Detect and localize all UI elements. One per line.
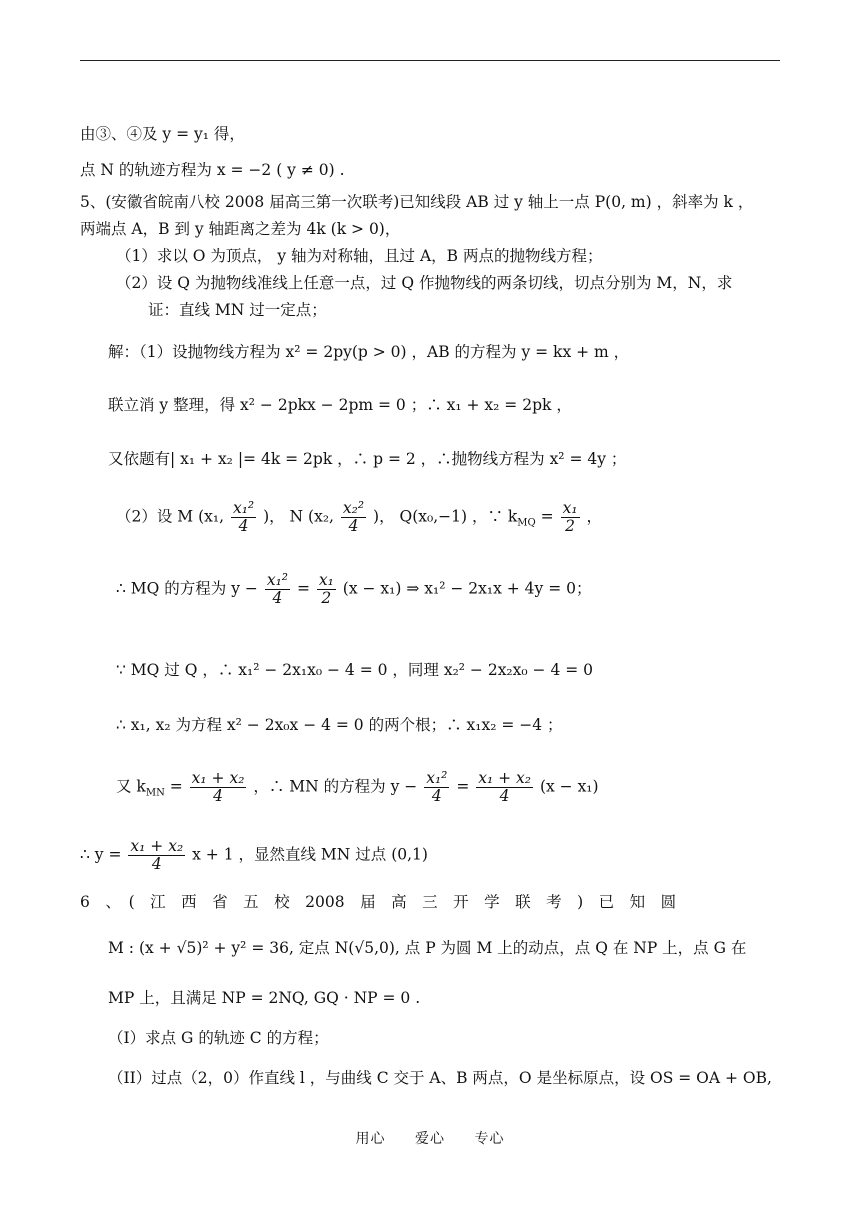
denominator: 4 <box>128 855 185 873</box>
fraction <box>128 838 185 873</box>
header-rule <box>80 60 780 61</box>
s5-end: (x − x₁) ⇒ x₁² − 2x₁x + 4y = 0； <box>342 579 592 598</box>
fraction <box>265 572 290 607</box>
numerator: x₁² <box>266 571 289 589</box>
numerator: x₁ + x₂ <box>191 769 245 787</box>
s5-prefix: ∴ MQ 的方程为 y − <box>116 579 258 598</box>
problem-5-question-1: （1）求以 O 为顶点， y 轴为对称轴，且过 A，B 两点的抛物线方程； <box>116 247 603 265</box>
problem-5-question-2a: （2）设 Q 为抛物线准线上任意一点，过 Q 作抛物线的两条切线，切点分别为 M，N，求 <box>116 274 733 292</box>
numerator: x₂² <box>342 499 365 517</box>
equals: = <box>456 777 475 796</box>
s4-middle-1: )， N (x₂, <box>263 507 334 526</box>
problem-6-stem-3: MP 上，且满足 NP = 2NQ, GQ · NP = 0 . <box>108 989 421 1007</box>
solution-line-2: 联立消 y 整理，得 x² − 2pkx − 2pm = 0 ；∴ x₁ + x₂ = 2pk ， <box>108 396 572 414</box>
solution-line-3: 又依题有| x₁ + x₂ |= 4k = 2pk ，∴ p = 2 ，∴抛物线方程为 x² = 4y ； <box>108 450 627 468</box>
denominator: 4 <box>265 589 290 607</box>
s8-end: (x − x₁) <box>539 777 599 796</box>
subscript: MN <box>145 787 165 799</box>
solution-line-4 <box>116 500 602 535</box>
s4-prefix: （2）设 M (x₁, <box>116 507 225 526</box>
solution-line-7: ∴ x₁, x₂ 为方程 x² − 2x₀x − 4 = 0 的两个根；∴ x₁x₂ = −4 ； <box>116 716 563 734</box>
s9-prefix: ∴ y = <box>80 845 122 864</box>
subscript: MQ <box>517 517 536 529</box>
problem-6-question-1: （I）求点 G 的轨迹 C 的方程； <box>108 1029 329 1047</box>
denominator: 4 <box>341 517 366 535</box>
s9-end: x + 1 ，显然直线 MN 过点 (0,1) <box>192 845 428 864</box>
s8-middle: ，∴ MN 的方程为 y − <box>253 777 418 796</box>
denominator: 4 <box>231 517 256 535</box>
fraction <box>424 770 449 805</box>
equals: = <box>164 777 188 796</box>
problem-5-question-2b: 证：直线 MN 过一定点； <box>148 301 327 319</box>
equals: = <box>296 579 315 598</box>
footer-text-1: 用心 <box>355 1131 386 1147</box>
solution-line-6: ∵ MQ 过 Q ，∴ x₁² − 2x₁x₀ − 4 = 0 ，同理 x₂² − 2x₂x₀ − 4 = 0 <box>116 661 594 679</box>
footer-text-3: 专心 <box>474 1131 505 1147</box>
numerator: x₁ <box>562 499 578 517</box>
solution-line-8 <box>116 770 599 805</box>
numerator: x₁ <box>318 571 334 589</box>
denominator: 2 <box>317 589 336 607</box>
numerator: x₁ + x₂ <box>478 769 531 787</box>
fraction <box>561 500 580 535</box>
fraction <box>231 500 256 535</box>
s4-end: ， <box>586 507 602 526</box>
s8-prefix: 又 k <box>116 777 146 796</box>
denominator: 4 <box>190 787 247 805</box>
equals: = <box>535 507 559 526</box>
denominator: 4 <box>424 787 449 805</box>
fraction <box>190 770 247 805</box>
numerator: x₁ + x₂ <box>130 837 184 855</box>
solution-line-1: 解：（1）设抛物线方程为 x² = 2py(p > 0) ，AB 的方程为 y = kx + m ， <box>108 343 630 361</box>
fraction <box>476 770 533 805</box>
denominator: 2 <box>561 517 580 535</box>
text-line-2: 点 N 的轨迹方程为 x = −2 ( y ≠ 0) . <box>80 161 345 179</box>
problem-6-question-2: （II）过点（2，0）作直线 l ，与曲线 C 交于 A、B 两点，O 是坐标原点，设 OS = OA + OB, <box>108 1069 772 1087</box>
fraction <box>317 572 336 607</box>
fraction <box>341 500 366 535</box>
s4-middle-2: )， Q(x₀,−1) ，∵ k <box>373 507 518 526</box>
text-line-1: 由③、④及 y = y₁ 得， <box>80 125 245 143</box>
denominator: 4 <box>476 787 533 805</box>
problem-6-stem-2: M : (x + √5)² + y² = 36, 定点 N(√5,0), 点 P 为圆 M 上的动点，点 Q 在 NP 上，点 G 在 <box>108 939 747 957</box>
problem-5-stem-1: 5、(安徽省皖南八校 2008 届高三第一次联考)已知线段 AB 过 y 轴上一点 P(0, m) ，斜率为 k ， <box>80 193 754 211</box>
page-footer <box>0 1128 860 1148</box>
problem-5-stem-2: 两端点 A，B 到 y 轴距离之差为 4k (k > 0)， <box>80 220 401 238</box>
solution-line-9 <box>80 838 428 873</box>
solution-line-5 <box>116 572 592 607</box>
numerator: x₁² <box>232 499 255 517</box>
numerator: x₁² <box>426 769 448 787</box>
problem-6-stem-1: 6 、 ( 江 西 省 五 校 2008 届 高 三 开 学 联 考 ) 已 知 圆 <box>80 893 677 911</box>
footer-text-2: 爱心 <box>415 1131 445 1147</box>
